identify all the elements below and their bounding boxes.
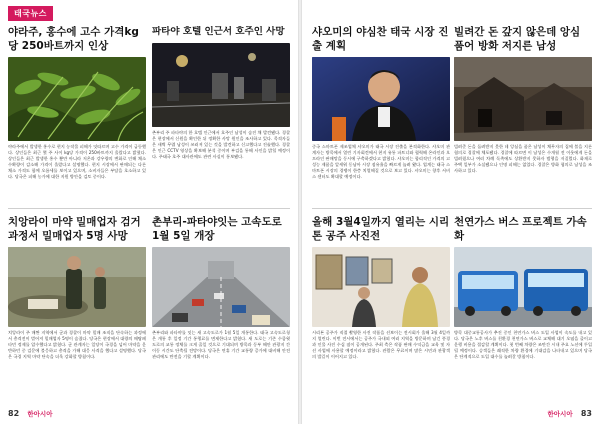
article-body: 야라주에서 발생한 홍수로 현지 농작물 피해가 잇따르며 고수 가격이 급등했다. 상인들은 최근 몇 주 사이 kg당 가격이 250바트까지 올랐다고 밝혔다. 상인들은 최근 발생한 홍수 뿐만 아니라 저온과 강우량의 변화로 인해 채소 수확량이 감소해 가격이 올랐다고 설명했다. 현지 시장에서 판매되는 다른 채소 가격도 함께 오름세를 보이고 있으며, 소비자들은 부담을 호소하고 있다. 당국은 피해 농가에 대한 지원 방안을 검토 중이다. <box>8 144 146 180</box>
left-page <box>0 0 298 424</box>
press-speaker-photo <box>312 57 450 141</box>
article-photo-exhibition[interactable] <box>312 216 450 360</box>
article-highway[interactable] <box>152 216 290 360</box>
article-headline: 천연가스 버스 프로젝트 가속화 <box>454 216 587 242</box>
article-pattaya-death[interactable] <box>152 26 290 160</box>
magazine-brand: 한아시아 <box>27 410 53 418</box>
gallery-visitors-photo <box>312 247 450 327</box>
article-herb-price[interactable] <box>8 26 146 181</box>
traffic-road-photo <box>152 247 290 327</box>
article-body: 치앙라이 주 매짠 지역에서 군과 경찰이 마약 밀매 조직을 단속하는 과정에서 총격전이 벌어져 밀매업자 5명이 숨졌다. 당국은 현장에서 대량의 메탐페타민 정제를 압수했다고 밝혔다. 군 관계자는 일당이 국경을 넘어 마약을 운반하던 중 검문에 불응하고 총격을 가해 대응 사격을 했다고 설명했다. 당국은 국경 지역 마약 단속을 더욱 강화할 방침이다. <box>8 330 146 360</box>
magazine-brand: 한아시아 <box>547 410 573 418</box>
divider <box>312 208 592 209</box>
article-xiaomi[interactable] <box>312 26 450 181</box>
article-headline: 치앙라이 마약 밀매업자 검거 과정서 밀매업자 5명 사망 <box>8 216 141 242</box>
article-headline: 샤오미의 야심찬 태국 시장 진출 계획 <box>312 26 449 52</box>
burnt-house-photo <box>454 57 592 141</box>
article-headline: 빌려간 돈 갚지 않은데 앙심 품어 방화 저지른 남성 <box>454 26 581 52</box>
article-body: 방콕 대중교통공사가 추진 중인 천연가스 버스 도입 사업이 속도를 내고 있다. 당국은 노후 버스를 친환경 천연가스 버스로 교체해 대기 오염을 줄이고 운행 비용을 절감할 계획이다. 첫 번째 차량은 조만간 시내 주요 노선에 투입될 예정이다. 승객들은 쾌적한 차량 환경에 기대감을 나타내고 있으며 당국은 단계적으로 도입 대수를 늘려갈 방침이다. <box>454 330 592 360</box>
article-body: 중국 스마트폰 제조업체 샤오미가 태국 시장 진출을 본격화한다. 샤오미 관계자는 방콕에서 열린 기자회견에서 현지 유통 파트너와 협력해 온라인과 오프라인 판매망을 동시에 구축하겠다고 밝혔다. 샤오미는 합리적인 가격의 고성능 제품을 앞세워 동남아 시장 점유율을 빠르게 늘려 왔다. 업계는 태국 스마트폰 시장의 경쟁이 한층 치열해질 것으로 보고 있다. 샤오미는 향후 서비스 센터도 확대할 예정이다. <box>312 144 450 180</box>
section-tag: 태국뉴스 <box>8 6 53 21</box>
green-vegetables-photo <box>8 57 146 141</box>
buses-photo <box>454 247 592 327</box>
right-page-footer <box>548 409 593 418</box>
page-number: 83 <box>580 409 592 418</box>
left-page-footer <box>8 409 53 418</box>
article-drug-bust[interactable] <box>8 216 146 360</box>
night-street-photo <box>152 43 290 127</box>
article-body: 촌부리 주 파타야의 한 호텔 인근에서 호주인 남성이 숨진 채 발견됐다. 경찰은 현장에서 신원을 확인한 뒤 정확한 사망 원인을 조사하고 있다. 목격자들은 새벽 무렵 남성이 쓰러져 있는 것을 발견하고 신고했다고 진술했다. 경찰은 인근 CCTV 영상을 확보해 분석 중이며 부검을 통해 사인을 밝힐 예정이다. 주태국 호주 대사관에도 관련 사실이 통보됐다. <box>152 129 290 159</box>
article-headline: 올해 3월4일까지 열리는 시리톤 공주 사진전 <box>312 216 450 242</box>
article-headline: 야라주, 홍수에 고수 가격kg당 250바트까지 인상 <box>8 26 139 52</box>
article-headline: 파타야 호텔 인근서 호주인 사망 <box>152 26 285 37</box>
page-number: 82 <box>8 409 20 418</box>
article-arson[interactable] <box>454 26 592 174</box>
article-body: 빌려준 돈을 돌려받지 못한 데 앙심을 품은 남성이 채무자의 집에 불을 지른 혐의로 경찰에 체포됐다. 경찰에 따르면 이 남성은 수개월 전 이웃에게 돈을 빌려줬으나 여러 차례 독촉에도 상환받지 못하자 범행을 저질렀다. 화재로 주택 일부가 소실됐으나 인명 피해는 없었다. 경찰은 방화 혐의로 남성을 조사하고 있다. <box>454 144 592 174</box>
right-page <box>302 0 600 424</box>
article-headline: 촌부리-파타야잇는 고속도로 1월 5일 개장 <box>152 216 282 242</box>
article-body: 촌부리와 파타야를 잇는 새 고속도로가 1월 5일 개통한다. 태국 고속도로청은 개통 후 일정 기간 통행료를 면제한다고 밝혔다. 새 도로는 기존 수쿰윗 도로의 교통 정체를 크게 줄일 것으로 기대되며 방콕과 동부 해안 관광지 간 이동 시간도 단축될 전망이다. 당국은 연휴 기간 교통량 증가에 대비해 안전 관리에도 만전을 기할 계획이다. <box>152 330 290 360</box>
article-ngv-bus[interactable] <box>454 216 592 360</box>
officer-field-photo <box>8 247 146 327</box>
article-body: 시리톤 공주가 직접 촬영한 사진 작품을 선보이는 전시회가 올해 3월 4일까지 열린다. 이번 전시에서는 공주가 국내외 여러 지역을 방문하며 남긴 풍경과 인물 사진 수십 점이 공개된다. 주최 측은 작품 판매 수익금을 교육 및 자선 사업에 사용할 예정이라고 밝혔다. 관람은 무료이며 많은 시민과 관광객의 발길이 이어지고 있다. <box>312 330 450 360</box>
divider <box>8 208 290 209</box>
